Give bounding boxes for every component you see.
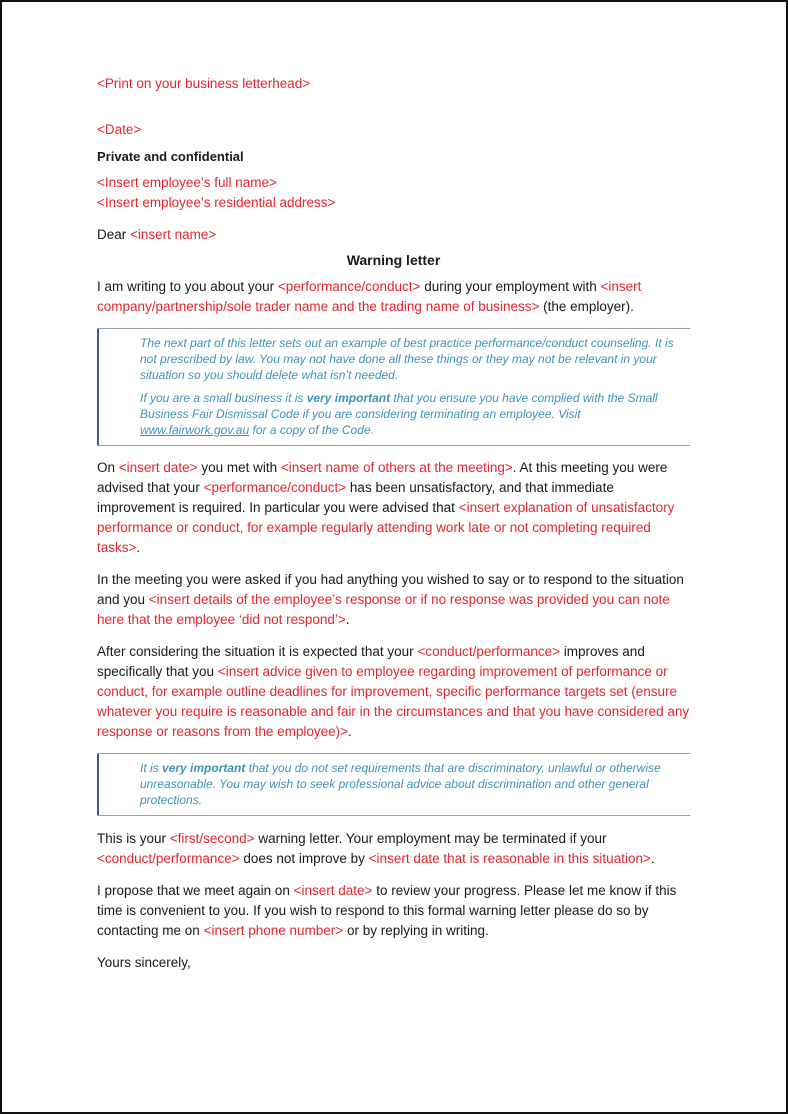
text-segment: . bbox=[136, 540, 141, 555]
text-segment: The next part of this letter sets out an example of best practice performance/conduct counseling. It is not prescribed by law. You may not have done all these things or they may not be relevant in your situation so you should delete what isn’t needed. bbox=[140, 336, 674, 382]
text-segment: Yours sincerely, bbox=[97, 955, 191, 970]
note-left-bar bbox=[97, 329, 99, 445]
text-segment: to review your progress. Please let me know if this time is convenient to you. If you wish to respond to this formal warning letter please do so by contacting me on bbox=[97, 883, 677, 938]
text-segment: very important bbox=[162, 761, 246, 775]
text-segment: you met with bbox=[197, 460, 281, 475]
fairwork-link[interactable]: www.fairwork.gov.au bbox=[140, 423, 250, 437]
text-segment: or by replying in writing. bbox=[343, 923, 489, 938]
letter-title: Warning letter bbox=[346, 252, 441, 268]
text-segment: for a copy of the Code. bbox=[249, 423, 374, 437]
placeholder-text: <insert date> bbox=[293, 883, 373, 898]
note-paragraph bbox=[140, 335, 682, 383]
paragraph-meeting bbox=[97, 458, 690, 558]
text-segment: On bbox=[97, 460, 119, 475]
text-segment: I am writing to you about your bbox=[97, 279, 278, 294]
letterhead-placeholder: <Print on your business letterhead> bbox=[97, 76, 311, 91]
text-segment: during your employment with bbox=[420, 279, 601, 294]
guidance-note-discrimination bbox=[97, 753, 690, 816]
text-segment: In the meeting you were asked if you had anything you wished to say or to respond to the situation and you bbox=[97, 572, 684, 607]
placeholder-text: <insert explanation of unsatisfactory performance or conduct, for example regularly attending work late or not completing required tasks> bbox=[97, 500, 675, 555]
text-segment: (the employer). bbox=[539, 299, 634, 314]
placeholder-text: <conduct/performance> bbox=[417, 644, 561, 659]
note-left-bar bbox=[97, 754, 99, 815]
text-segment: This is your bbox=[97, 831, 170, 846]
paragraph-followup bbox=[97, 881, 690, 941]
text-segment: . bbox=[650, 851, 655, 866]
text-segment: improves and specifically that you bbox=[97, 644, 645, 679]
employee-name-placeholder: <Insert employee’s full name> bbox=[97, 175, 277, 190]
salutation bbox=[97, 225, 690, 245]
placeholder-text: <insert company/partnership/sole trader name and the trading name of business> bbox=[97, 279, 642, 314]
placeholder-text: <insert phone number> bbox=[203, 923, 344, 938]
paragraph-warning bbox=[97, 829, 690, 869]
placeholder-text: <insert name of others at the meeting> bbox=[280, 460, 513, 475]
text-segment: . bbox=[345, 612, 350, 627]
text-segment: . bbox=[348, 724, 352, 739]
text-segment: I propose that we meet again on bbox=[97, 883, 294, 898]
text-segment: that you do not set requirements that are discriminatory, unlawful or otherwise unreasonable. You may wish to seek professional advice about discrimination and other general protections. bbox=[140, 761, 661, 807]
text-segment: does not improve by bbox=[239, 851, 369, 866]
employee-address-placeholder: <Insert employee’s residential address> bbox=[97, 195, 336, 210]
paragraph-response bbox=[97, 570, 690, 630]
text-segment: very important bbox=[306, 391, 391, 405]
date-placeholder: <Date> bbox=[97, 122, 142, 137]
placeholder-text: <performance/conduct> bbox=[277, 279, 421, 294]
placeholder-text: <insert date that is reasonable in this situation> bbox=[368, 851, 651, 866]
note-paragraph bbox=[140, 760, 682, 808]
note-paragraph bbox=[140, 390, 682, 438]
guidance-note-counseling bbox=[97, 328, 690, 446]
placeholder-text: <performance/conduct> bbox=[203, 480, 347, 495]
paragraph-intro bbox=[97, 277, 690, 317]
placeholder-text: <conduct/performance> bbox=[97, 851, 240, 866]
text-segment: . At this meeting you were advised that your bbox=[97, 460, 668, 495]
placeholder-text: <first/second> bbox=[169, 831, 255, 846]
text-segment: warning letter. Your employment may be terminated if your bbox=[254, 831, 607, 846]
text-segment: has been unsatisfactory, and that immediate improvement is required. In particular you were advised that bbox=[97, 480, 614, 515]
placeholder-text: <insert date> bbox=[118, 460, 198, 475]
placeholder-text: <insert advice given to employee regarding improvement of performance or conduct, for example outline deadlines for improvement, specific performance targets set (ensure whatever you require is reasonable and fair in the circumstances and that you have considered any response or reasons from the employee)> bbox=[97, 664, 690, 739]
text-segment: It is bbox=[140, 761, 163, 775]
text-segment: Dear bbox=[97, 227, 131, 242]
text-segment: After considering the situation it is expected that your bbox=[97, 644, 418, 659]
placeholder-text: <insert name> bbox=[130, 227, 217, 242]
text-segment: If you are a small business it is bbox=[140, 391, 307, 405]
confidential-label: Private and confidential bbox=[97, 149, 244, 164]
placeholder-text: <insert details of the employee’s response or if no response was provided you can note here that the employee ‘did not respond’> bbox=[97, 592, 670, 627]
paragraph-closing bbox=[97, 953, 690, 973]
paragraph-expectation bbox=[97, 642, 690, 742]
text-segment: that you ensure you have complied with the Small Business Fair Dismissal Code if you are considering terminating an employee. Visit bbox=[140, 391, 658, 421]
